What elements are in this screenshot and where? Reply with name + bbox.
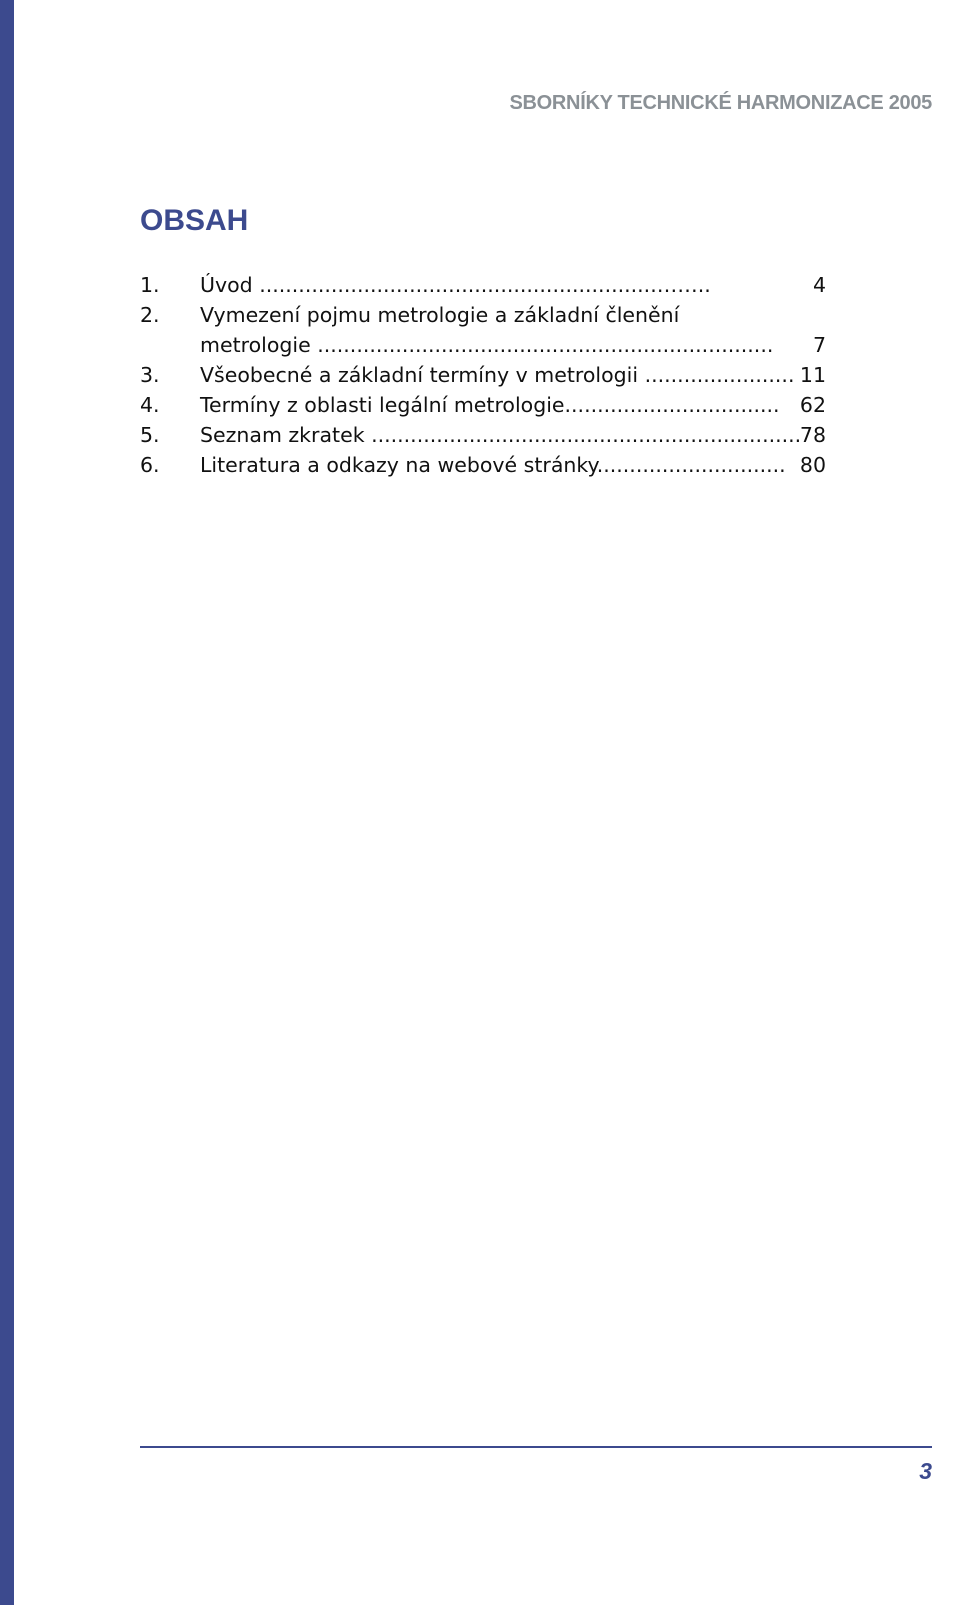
toc-title: OBSAH [140,204,249,237]
toc-entry-number: 5. [140,423,160,447]
toc-entry-text: Seznam zkratek .................................................................. [200,423,802,447]
toc-entry-6[interactable] [140,450,830,480]
side-accent-bar [0,0,14,1605]
toc-entry-number: 6. [140,453,160,477]
toc-entry-number: 3. [140,363,160,387]
toc-entry-page: 11 [799,363,826,387]
toc-entry-text: Vymezení pojmu metrologie a základní členění [200,303,680,327]
toc-entry-text: Úvod .............................................................…….. [200,273,711,297]
toc-entry-4[interactable] [140,390,830,420]
toc-list [140,270,830,480]
toc-entry-page: 7 [812,333,826,357]
toc-entry-page: 62 [799,393,826,417]
page-number: 3 [919,1458,932,1484]
running-header: SBORNÍKY TECHNICKÉ HARMONIZACE 2005 [509,92,932,114]
toc-entry-text: Všeobecné a základní termíny v metrologii ....................... [200,363,795,387]
toc-entry-2[interactable] [140,300,830,330]
toc-entry-text-continued: metrologie ...................................................................... [200,333,774,357]
toc-entry-number: 4. [140,393,160,417]
toc-entry-5[interactable] [140,420,830,450]
toc-entry-1[interactable] [140,270,830,300]
toc-entry-text: Literatura a odkazy na webové stránky............................. [200,453,786,477]
toc-entry-page: 4 [812,273,826,297]
toc-entry-2-continued[interactable] [140,330,830,360]
toc-entry-number: 2. [140,303,160,327]
footer-divider [140,1446,932,1448]
toc-entry-page: 80 [799,453,826,477]
toc-entry-number: 1. [140,273,160,297]
toc-entry-text: Termíny z oblasti legální metrologie................................. [200,393,780,417]
toc-entry-page: 78 [799,423,826,447]
toc-entry-3[interactable] [140,360,830,390]
